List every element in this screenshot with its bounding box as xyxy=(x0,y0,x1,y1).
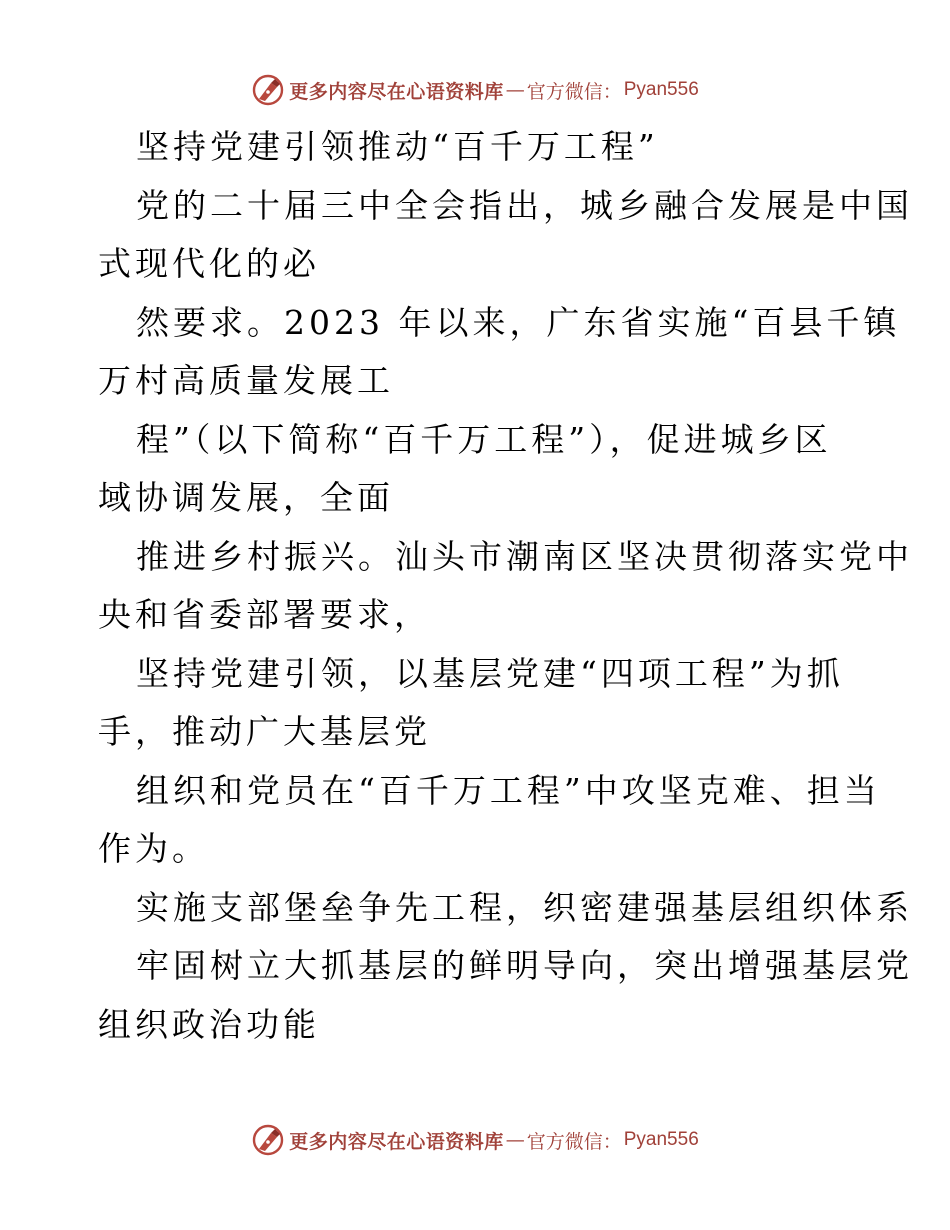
watermark-separator: — xyxy=(505,1129,525,1151)
pen-nib-logo-icon xyxy=(251,1123,285,1157)
paragraph-line: 然要求。2023 年以来，广东省实施“百县千镇 xyxy=(136,302,901,342)
paragraph-line: 式现代化的必 xyxy=(98,244,320,283)
paragraph-line: 手，推动广大基层党 xyxy=(98,712,431,751)
document-body xyxy=(98,118,913,1054)
paragraph-line: 坚持党建引领，以基层党建“四项工程”为抓 xyxy=(136,653,844,693)
watermark-main-text: 更多内容尽在心语资料库 xyxy=(289,1130,504,1153)
paragraph-line: 组织政治功能 xyxy=(98,1004,320,1044)
watermark-wechat-label: 官方微信： xyxy=(526,80,622,103)
paragraph-line: 域协调发展，全面 xyxy=(98,478,394,517)
watermark-wechat-id: Pyan556 xyxy=(623,1129,699,1150)
paragraph-line: 程”（以下简称“百千万工程”），促进城乡区 xyxy=(136,419,832,459)
paragraph-line: 推进乡村振兴。汕头市潮南区坚决贯彻落实党中 xyxy=(136,536,913,576)
watermark-separator: — xyxy=(505,79,525,101)
watermark-main-text: 更多内容尽在心语资料库 xyxy=(289,80,504,103)
footer-watermark xyxy=(0,1120,950,1160)
paragraph-line: 党的二十届三中全会指出，城乡融合发展是中国 xyxy=(136,185,913,225)
document-title: 坚持党建引领推动“百千万工程” xyxy=(136,127,659,166)
paragraph-line: 牢固树立大抓基层的鲜明导向，突出增强基层党 xyxy=(136,946,913,985)
paragraph-line: 组织和党员在“百千万工程”中攻坚克难、担当 xyxy=(136,770,881,810)
watermark-wechat-label: 官方微信： xyxy=(526,1130,622,1153)
pen-nib-logo-icon xyxy=(251,73,285,107)
paragraph-line: 作为。 xyxy=(98,829,209,868)
watermark-wechat-id: Pyan556 xyxy=(623,79,699,100)
paragraph-line: 央和省委部署要求， xyxy=(98,595,431,634)
section-heading: 实施支部堡垒争先工程，织密建强基层组织体系 xyxy=(136,887,913,927)
paragraph-line: 万村高质量发展工 xyxy=(98,361,394,400)
header-watermark xyxy=(0,70,950,110)
